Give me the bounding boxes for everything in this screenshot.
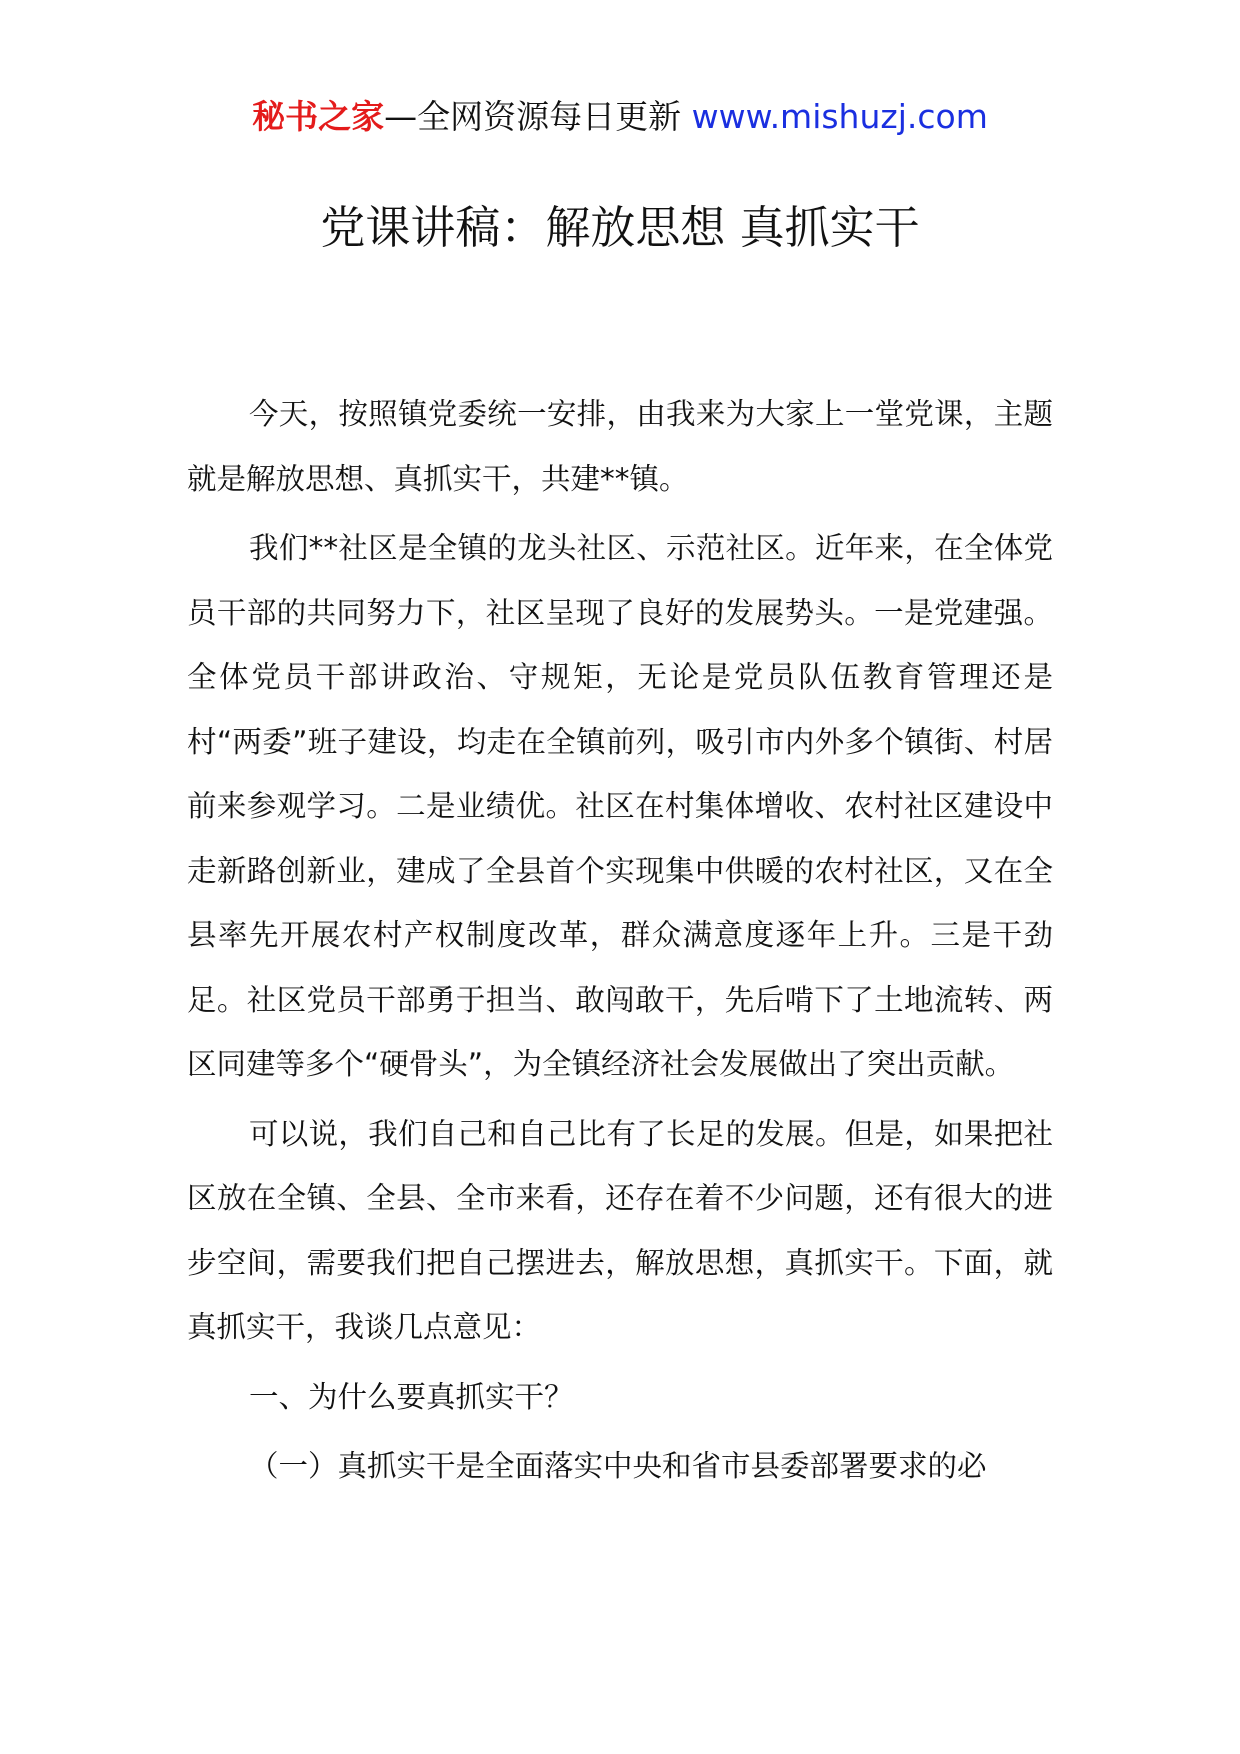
document-title: 党课讲稿：解放思想 真抓实干 bbox=[320, 201, 920, 254]
subsection-heading: （一）真抓实干是全面落实中央和省市县委部署要求的必 bbox=[249, 1449, 987, 1483]
site-brand: 秘书之家 bbox=[252, 97, 385, 136]
paragraph-intro: 今天，按照镇党委统一安排，由我来为大家上一堂党课，主题就是解放思想、真抓实干，共建**镇。 bbox=[187, 397, 1053, 496]
paragraph-transition: 可以说，我们自己和自己比有了长足的发展。但是，如果把社区放在全镇、全县、全市来看，还存在着不少问题，还有很大的进步空间，需要我们把自己摆进去，解放思想，真抓实干。下面，就真抓实干，我谈几点意见： bbox=[187, 1116, 1053, 1344]
paragraph-achievements: 我们**社区是全镇的龙头社区、示范社区。近年来，在全体党员干部的共同努力下，社区呈现了良好的发展势头。一是党建强。全体党员干部讲政治、守规矩，无论是党员队伍教育管理还是村“两委”班子建设，均走在全镇前列，吸引市内外多个镇街、村居前来参观学习。二是业绩优。社区在村集体增收、农村社区建设中走新路创新业，建成了全县首个实现集中供暖的农村社区，又在全县率先开展农村产权制度改革，群众满意度逐年上升。三是干劲足。社区党员干部勇于担当、敢闯敢干，先后啃下了土地流转、两区同建等多个“硬骨头”，为全镇经济社会发展做出了突出贡献。 bbox=[187, 531, 1053, 1081]
document-body bbox=[187, 382, 1053, 1504]
site-url-link[interactable]: www.mishuzj.com bbox=[691, 97, 988, 136]
section-heading: 一、为什么要真抓实干？ bbox=[249, 1379, 574, 1414]
site-tagline: —全网资源每日更新 bbox=[384, 97, 682, 136]
site-header bbox=[0, 92, 1240, 142]
